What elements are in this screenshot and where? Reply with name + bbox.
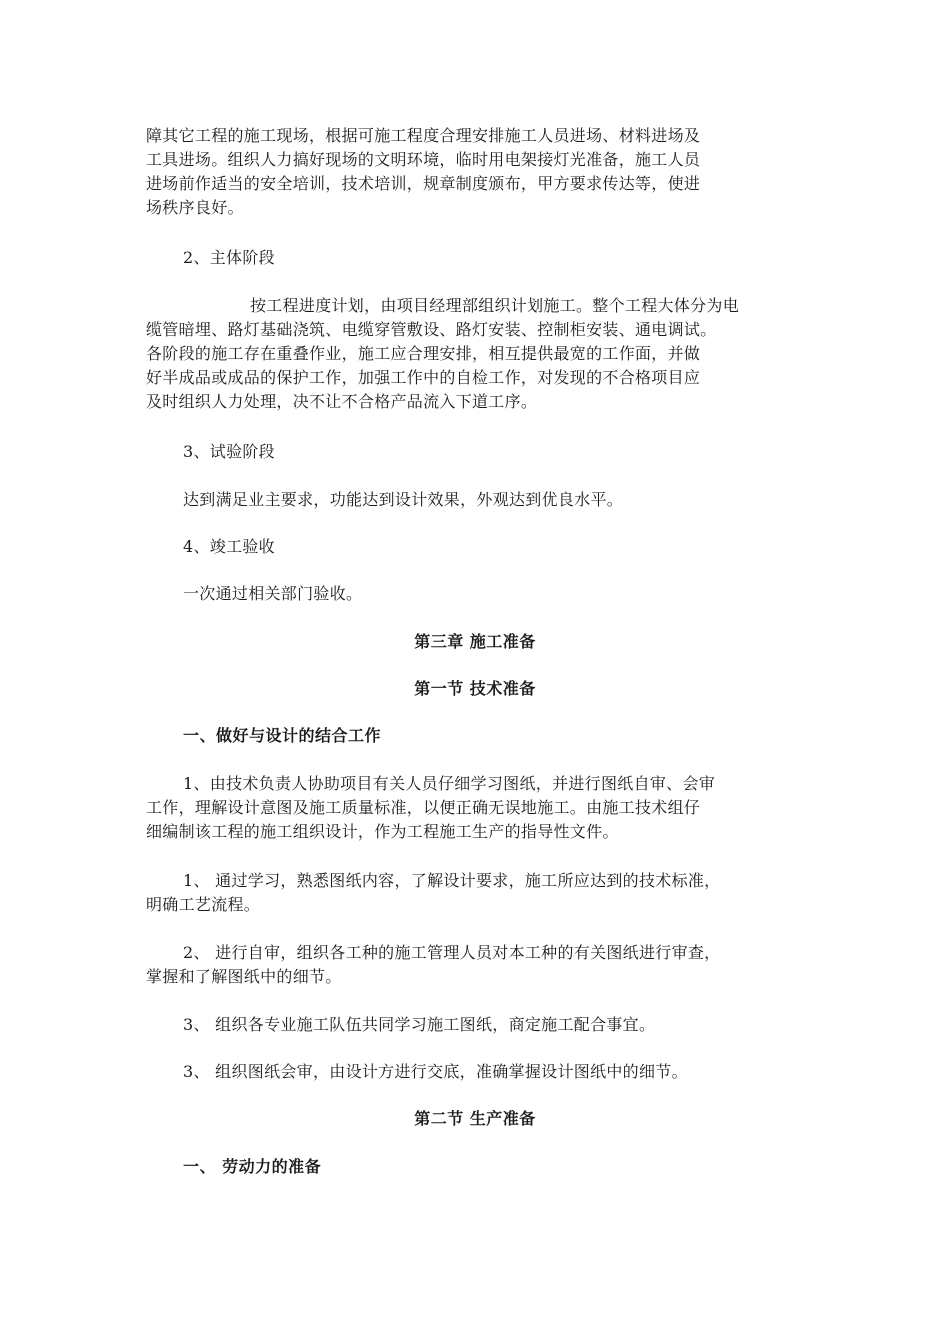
text-line: 工作，理解设计意图及施工质量标准，以便正确无误地施工。由施工技术组仔 (146, 798, 701, 817)
text-line: 1、由技术负责人协助项目有关人员仔细学习图纸，并进行图纸自审、会审 (183, 774, 716, 793)
text-line: 场秩序良好。 (146, 198, 244, 217)
text-line: 达到满足业主要求，功能达到设计效果，外观达到优良水平。 (183, 490, 624, 509)
list-item-self-review (146, 941, 811, 989)
section-title-production: 第二节 生产准备 (414, 1109, 536, 1128)
text-line: 各阶段的施工存在重叠作业，施工应合理安排，相互提供最宽的工作面，并做 (146, 344, 701, 363)
text-line: 一次通过相关部门验收。 (183, 584, 363, 603)
text-line: 及时组织人力处理，决不让不合格产品流入下道工序。 (146, 392, 538, 411)
section-title-technical: 第一节 技术准备 (414, 679, 536, 698)
text-line: 明确工艺流程。 (146, 895, 261, 914)
heading-test-stage (183, 440, 811, 464)
paragraph-site-preparation (146, 124, 811, 220)
text-line: 细编制该工程的施工组织设计，作为工程施工生产的指导性文件。 (146, 822, 619, 841)
text-line: 2、 进行自审，组织各工种的施工管理人员对本工种的有关图纸进行审查， (183, 943, 721, 962)
chapter-title: 第三章 施工准备 (414, 632, 536, 651)
subheading-labor: 一、 劳动力的准备 (183, 1157, 322, 1176)
paragraph-test-stage (183, 488, 811, 512)
heading-text: 4、竣工验收 (183, 537, 275, 556)
text-line: 障其它工程的施工现场，根据可施工程度合理安排施工人员进场、材料进场及 (146, 126, 701, 145)
list-item-joint-review (183, 1060, 811, 1084)
list-item-study (146, 869, 811, 917)
list-item-joint-study (183, 1013, 811, 1037)
text-line: 3、 组织各专业施工队伍共同学习施工图纸，商定施工配合事宜。 (183, 1015, 656, 1034)
text-line: 进场前作适当的安全培训，技术培训，规章制度颁布，甲方要求传达等，使进 (146, 174, 701, 193)
heading-acceptance (183, 535, 811, 559)
paragraph-main-stage (146, 294, 811, 414)
text-line: 1、 通过学习，熟悉图纸内容，了解设计要求，施工所应达到的技术标准， (183, 871, 721, 890)
heading-text: 3、试验阶段 (183, 442, 275, 461)
text-line: 工具进场。组织人力搞好现场的文明环境，临时用电架接灯光准备，施工人员 (146, 150, 701, 169)
text-line: 掌握和了解图纸中的细节。 (146, 967, 342, 986)
text-line: 按工程进度计划，由项目经理部组织计划施工。整个工程大体分为电 (250, 296, 740, 315)
text-line: 好半成品或成品的保护工作，加强工作中的自检工作，对发现的不合格项目应 (146, 368, 701, 387)
paragraph-acceptance (183, 582, 811, 606)
text-line: 3、 组织图纸会审，由设计方进行交底，准确掌握设计图纸中的细节。 (183, 1062, 688, 1081)
subheading-design-coordination: 一、做好与设计的结合工作 (183, 726, 382, 745)
text-line: 缆管暗埋、路灯基础浇筑、电缆穿管敷设、路灯安装、控制柜安装、通电调试。 (146, 320, 717, 339)
heading-main-stage (183, 246, 811, 270)
paragraph-drawing-review (146, 772, 811, 844)
heading-text: 2、主体阶段 (183, 248, 275, 267)
